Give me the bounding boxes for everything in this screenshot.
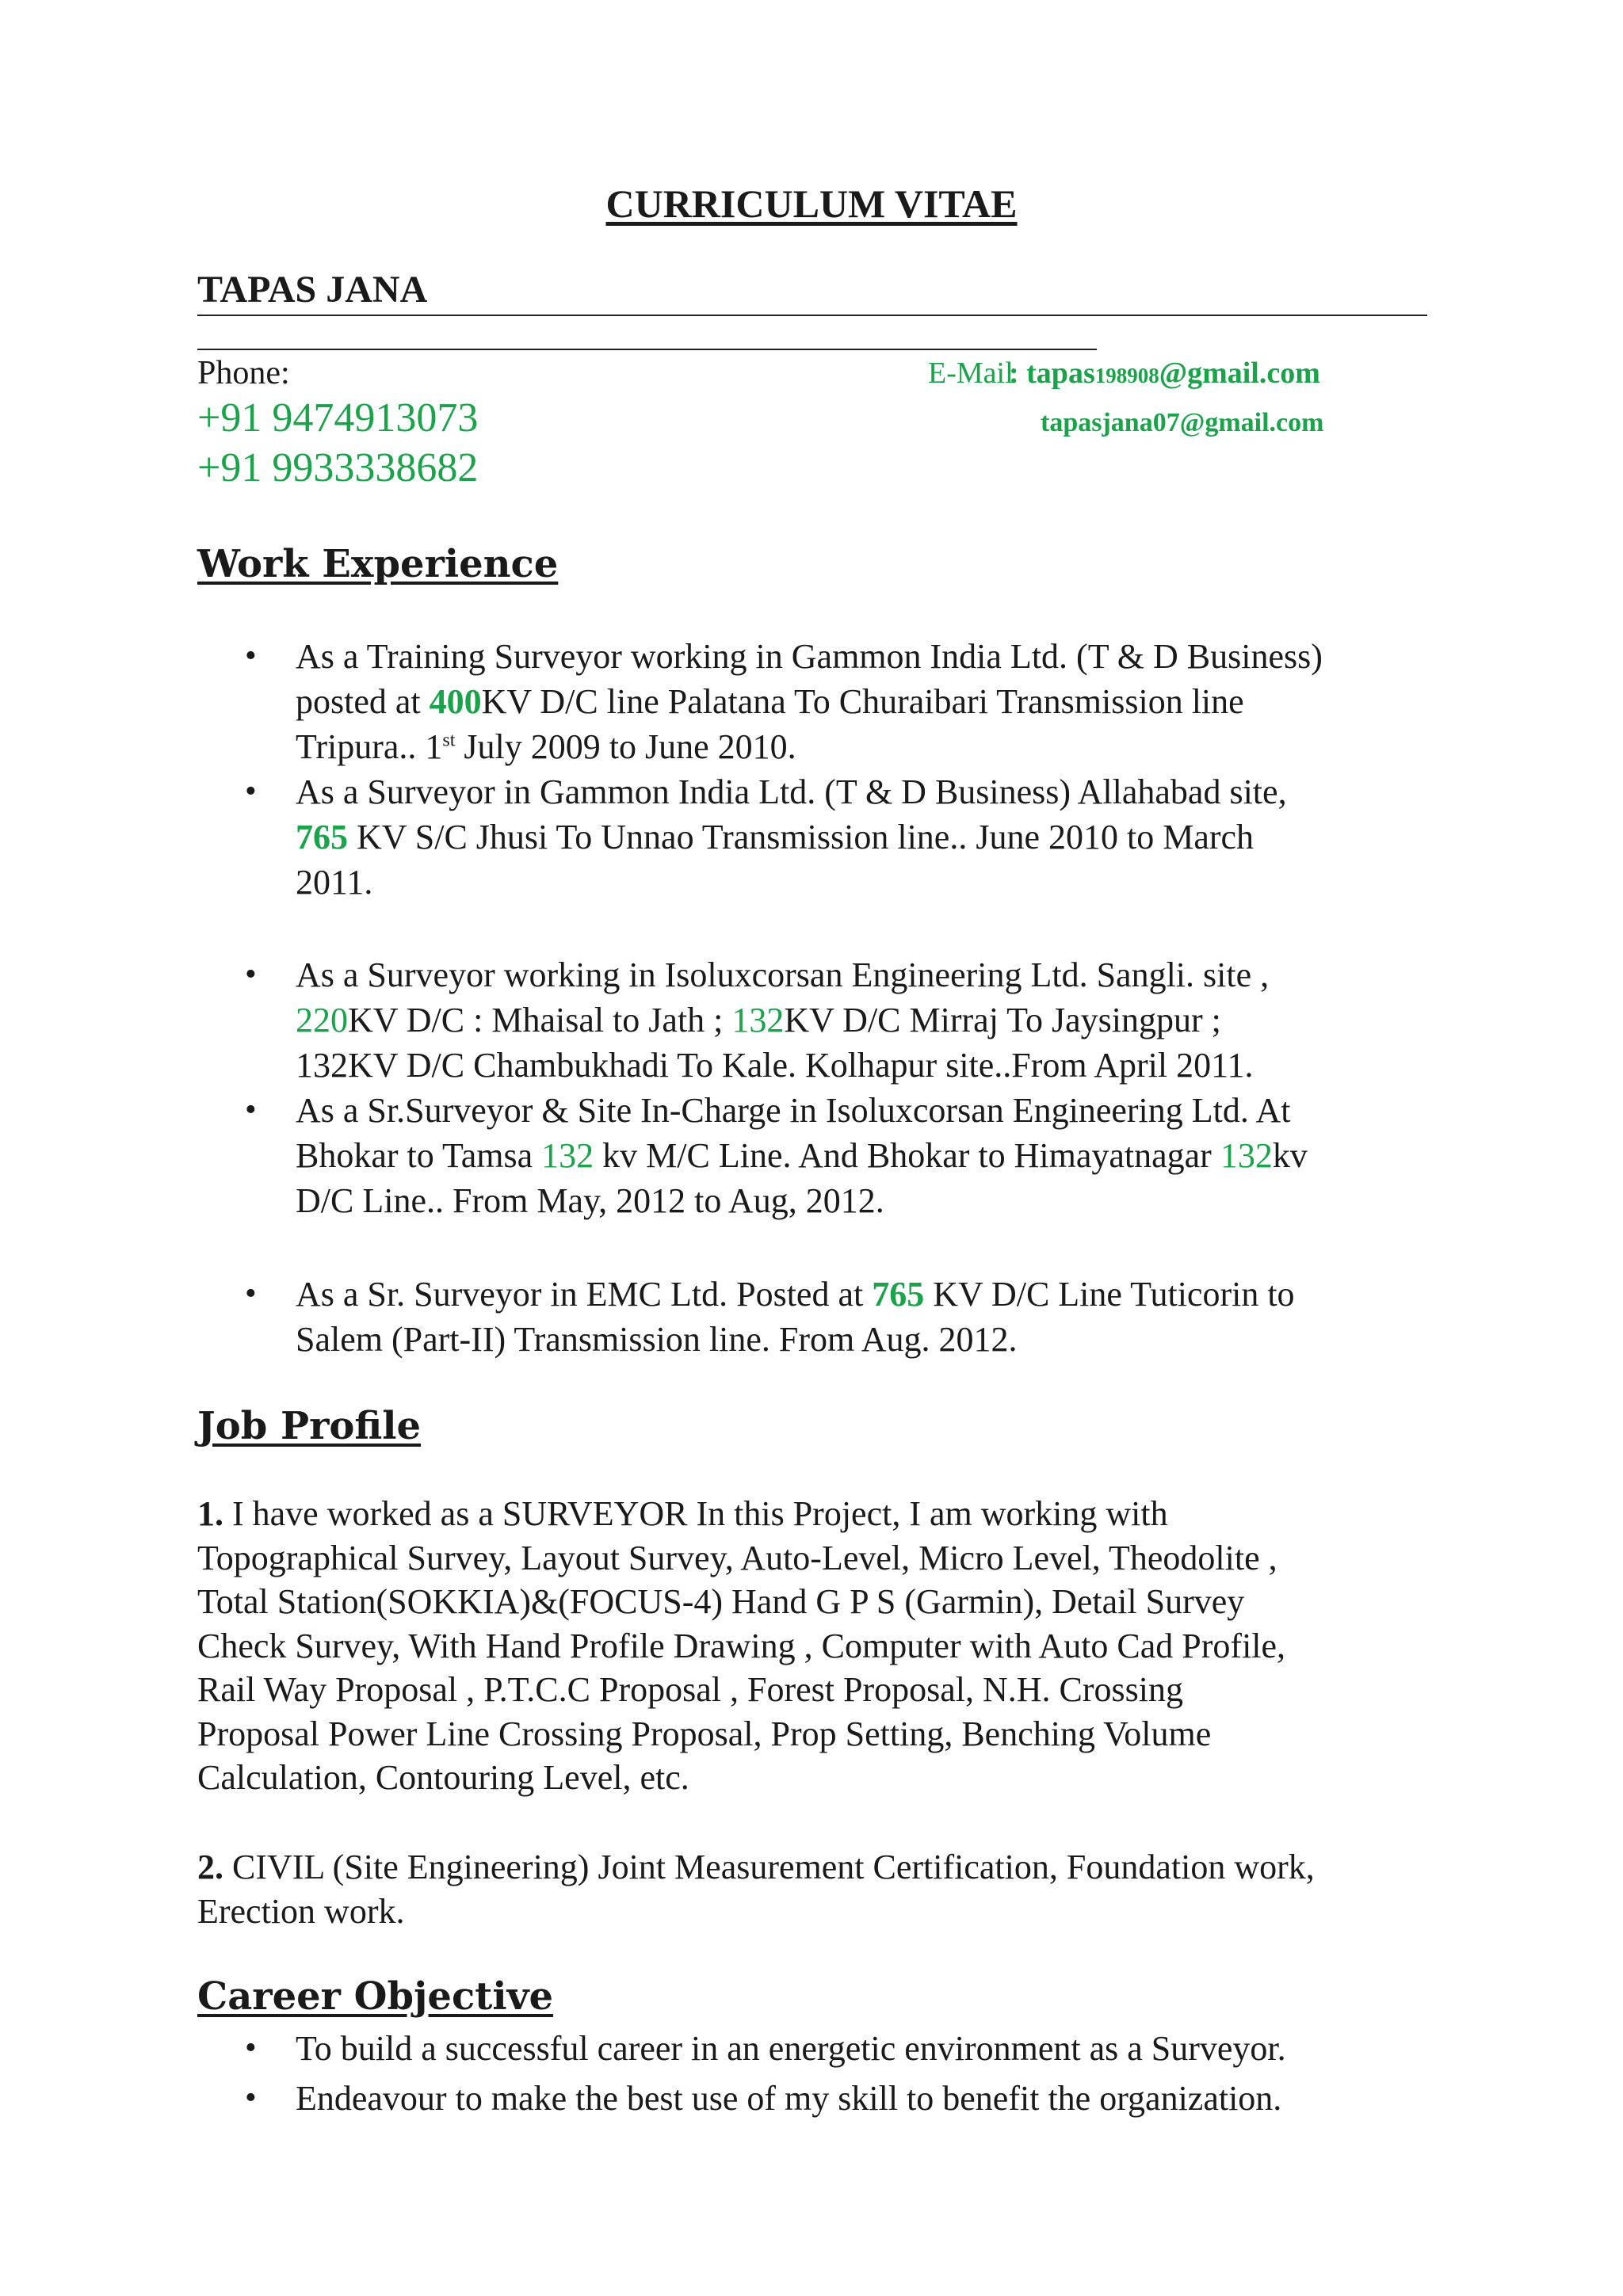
email-address-1	[1009, 356, 1320, 391]
paragraph-number: 1.	[197, 1494, 223, 1533]
item-text: As a Surveyor working in Isoluxcorsan Engineering Ltd. Sangli. site ,	[296, 955, 1270, 994]
item-text: D/C Line.. From May, 2012 to Aug, 2012.	[296, 1181, 884, 1220]
item-text: posted at	[296, 682, 430, 721]
paragraph-line: Check Survey, With Hand Profile Drawing , Computer with Auto Cad Profile,	[197, 1626, 1286, 1665]
work-experience-list	[197, 634, 1434, 905]
item-text: kv	[1272, 1136, 1308, 1175]
paragraph-line: Total Station(SOKKIA)&(FOCUS-4) Hand G P S (Garmin), Detail Survey	[197, 1582, 1245, 1621]
list-item: • Endeavour to make the best use of my skill to benefit the organization.	[197, 2073, 1434, 2123]
item-text: KV S/C Jhusi To Unnao Transmission line.. June 2010 to March	[348, 818, 1254, 856]
item-text: 132KV D/C Chambukhadi To Kale. Kolhapur site..From April 2011.	[296, 1046, 1254, 1085]
list-item: • To build a successful career in an energetic environment as a Surveyor.	[197, 2023, 1434, 2073]
email-1-digits: 198908	[1094, 364, 1159, 387]
item-text: kv M/C Line. And Bhokar to Himayatnagar	[594, 1136, 1220, 1175]
list-item	[197, 634, 1434, 769]
item-text: As a Sr. Surveyor in EMC Ltd. Posted at	[296, 1275, 873, 1314]
email-1-suffix: @gmail.com	[1159, 357, 1320, 390]
voltage-highlight: 220	[296, 1001, 348, 1039]
candidate-name: TAPAS JANA	[197, 269, 428, 311]
item-text: 2011.	[296, 863, 373, 902]
email-label-text: E-Mail	[928, 357, 1014, 390]
list-item	[197, 952, 1434, 1088]
item-text: As a Training Surveyor working in Gammon India Ltd. (T & D Business)	[296, 637, 1323, 676]
item-text: As a Surveyor in Gammon India Ltd. (T & D Business) Allahabad site,	[296, 772, 1287, 811]
email-address-2: tapasjana07@gmail.com	[1041, 408, 1324, 437]
voltage-highlight: 132	[731, 1001, 785, 1039]
list-item	[197, 769, 1434, 905]
item-text: Bhokar to Tamsa	[296, 1136, 542, 1175]
item-text: July 2009 to June 2010.	[455, 727, 796, 766]
section-heading-job-profile: Job Profile	[197, 1404, 422, 1448]
voltage-highlight: 765	[872, 1275, 925, 1314]
email-colon: :	[1009, 357, 1027, 390]
item-text: KV D/C Mirraj To Jaysingpur ;	[784, 1001, 1221, 1039]
document-title-text: CURRICULUM VITAE	[605, 181, 1018, 226]
work-experience-list-3	[197, 1272, 1434, 1362]
section-heading-work-experience: Work Experience	[197, 542, 559, 586]
paragraph-line: Calculation, Contouring Level, etc.	[197, 1758, 689, 1797]
phone-label: Phone:	[197, 355, 290, 391]
divider-line-short	[197, 349, 1097, 350]
paragraph-line: Rail Way Proposal , P.T.C.C Proposal , Forest Proposal, N.H. Crossing	[197, 1670, 1183, 1709]
email-1-prefix: tapas	[1026, 357, 1095, 390]
list-item	[197, 1088, 1434, 1223]
career-objective-list	[197, 2023, 1434, 2123]
paragraph-line: CIVIL (Site Engineering) Joint Measurement Certification, Foundation work,	[223, 1848, 1315, 1886]
phone-number-1: +91 9474913073	[197, 395, 479, 441]
job-profile-paragraph-2	[197, 1845, 1434, 1933]
paragraph-line: I have worked as a SURVEYOR In this Project, I am working with	[223, 1494, 1168, 1533]
item-text: KV D/C Line Tuticorin to	[924, 1275, 1295, 1314]
email-label	[928, 356, 1014, 391]
ordinal-superscript: st	[442, 730, 456, 751]
voltage-highlight: 400	[429, 682, 482, 721]
phone-number-2: +91 9933338682	[197, 445, 479, 490]
work-experience-list-2	[197, 952, 1434, 1223]
voltage-highlight: 132	[541, 1136, 594, 1175]
paragraph-line: Proposal Power Line Crossing Proposal, Prop Setting, Benching Volume	[197, 1714, 1212, 1753]
item-text: KV D/C line Palatana To Churaibari Transmission line	[481, 682, 1244, 721]
paragraph-line: Topographical Survey, Layout Survey, Auto-Level, Micro Level, Theodolite ,	[197, 1538, 1277, 1577]
paragraph-number: 2.	[197, 1848, 223, 1886]
voltage-highlight: 132	[1220, 1136, 1273, 1175]
item-text: KV D/C : Mhaisal to Jath ;	[348, 1001, 732, 1039]
item-text: Tripura.. 1	[296, 727, 443, 766]
divider-line	[197, 315, 1427, 316]
item-text: As a Sr.Surveyor & Site In-Charge in Isoluxcorsan Engineering Ltd. At	[296, 1091, 1291, 1130]
section-heading-career-objective: Career Objective	[197, 1974, 554, 2019]
list-item	[197, 1272, 1434, 1362]
voltage-highlight: 765	[296, 818, 348, 856]
document-title	[0, 181, 1623, 227]
item-text: Salem (Part-II) Transmission line. From Aug. 2012.	[296, 1320, 1018, 1359]
paragraph-line: Erection work.	[197, 1891, 405, 1931]
job-profile-paragraph-1	[197, 1492, 1434, 1800]
